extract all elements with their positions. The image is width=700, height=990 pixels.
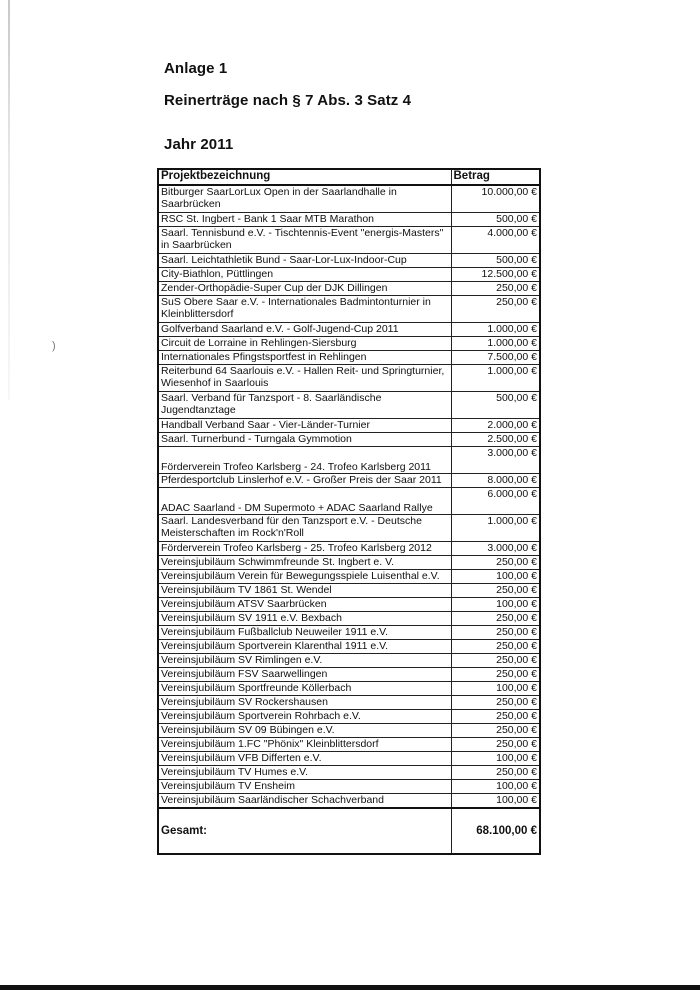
project-amount: 250,00 €	[451, 282, 540, 296]
table-row	[158, 598, 540, 612]
project-amount: 3.000,00 €	[451, 542, 540, 556]
project-name: Internationales Pfingstsportfest in Rehlingen	[158, 351, 451, 365]
revenue-table	[157, 168, 541, 855]
project-name: Vereinsjubiläum SV 09 Bübingen e.V.	[158, 724, 451, 738]
table-row	[158, 570, 540, 584]
document-subtitle: Reinerträge nach § 7 Abs. 3 Satz 4	[164, 92, 412, 109]
table-row	[158, 447, 540, 474]
project-amount: 250,00 €	[451, 556, 540, 570]
project-amount: 250,00 €	[451, 612, 540, 626]
total-row	[158, 808, 540, 854]
project-amount: 250,00 €	[451, 766, 540, 780]
project-name: Saarl. Verband für Tanzsport - 8. Saarländische Jugendtanztage	[158, 392, 451, 419]
project-amount: 250,00 €	[451, 738, 540, 752]
project-name: City-Biathlon, Püttlingen	[158, 268, 451, 282]
total-amount: 68.100,00 €	[451, 808, 540, 854]
table-row	[158, 794, 540, 809]
project-amount: 1.000,00 €	[451, 515, 540, 542]
project-amount: 250,00 €	[451, 584, 540, 598]
table-row	[158, 488, 540, 515]
table-row	[158, 738, 540, 752]
table-row	[158, 654, 540, 668]
project-amount: 10.000,00 €	[451, 185, 540, 213]
table-row	[158, 710, 540, 724]
table-row	[158, 626, 540, 640]
scan-artifact: )	[52, 340, 56, 352]
table-row	[158, 668, 540, 682]
project-amount: 1.000,00 €	[451, 337, 540, 351]
project-name: Vereinsjubiläum TV Humes e.V.	[158, 766, 451, 780]
table-row	[158, 612, 540, 626]
project-name: ADAC Saarland - DM Supermoto + ADAC Saarland Rallye	[158, 488, 451, 515]
table-row	[158, 780, 540, 794]
project-amount: 1.000,00 €	[451, 323, 540, 337]
project-name: Vereinsjubiläum Sportverein Klarenthal 1911 e.V.	[158, 640, 451, 654]
project-amount: 100,00 €	[451, 570, 540, 584]
table-row	[158, 282, 540, 296]
project-amount: 500,00 €	[451, 392, 540, 419]
project-name: Vereinsjubiläum TV Ensheim	[158, 780, 451, 794]
table-row	[158, 542, 540, 556]
project-amount: 100,00 €	[451, 598, 540, 612]
table-row	[158, 433, 540, 447]
project-amount: 100,00 €	[451, 780, 540, 794]
project-name: Vereinsjubiläum Sportfreunde Köllerbach	[158, 682, 451, 696]
project-name: Vereinsjubiläum SV Rimlingen e.V.	[158, 654, 451, 668]
project-name: Vereinsjubiläum Fußballclub Neuweiler 1911 e.V.	[158, 626, 451, 640]
project-amount: 1.000,00 €	[451, 365, 540, 392]
project-amount: 6.000,00 €	[451, 488, 540, 515]
project-name: Vereinsjubiläum FSV Saarwellingen	[158, 668, 451, 682]
total-label: Gesamt:	[158, 808, 451, 854]
project-amount: 7.500,00 €	[451, 351, 540, 365]
project-name: Vereinsjubiläum 1.FC "Phönix" Kleinblittersdorf	[158, 738, 451, 752]
column-header-project: Projektbezeichnung	[158, 169, 451, 185]
project-amount: 2.000,00 €	[451, 419, 540, 433]
table-row	[158, 337, 540, 351]
column-header-amount: Betrag	[451, 169, 540, 185]
project-name: Vereinsjubiläum Sportverein Rohrbach e.V.	[158, 710, 451, 724]
table-row	[158, 296, 540, 323]
table-row	[158, 392, 540, 419]
project-amount: 4.000,00 €	[451, 227, 540, 254]
table-row	[158, 640, 540, 654]
project-amount: 100,00 €	[451, 682, 540, 696]
project-name: Saarl. Turnerbund - Turngala Gymmotion	[158, 433, 451, 447]
project-name: Handball Verband Saar - Vier-Länder-Turnier	[158, 419, 451, 433]
table-row	[158, 515, 540, 542]
project-amount: 250,00 €	[451, 710, 540, 724]
table-row	[158, 254, 540, 268]
project-amount: 3.000,00 €	[451, 447, 540, 474]
project-amount: 250,00 €	[451, 640, 540, 654]
project-name: Förderverein Trofeo Karlsberg - 24. Trofeo Karlsberg 2011	[158, 447, 451, 474]
project-name: RSC St. Ingbert - Bank 1 Saar MTB Marathon	[158, 213, 451, 227]
project-name: Bitburger SaarLorLux Open in der Saarlandhalle in Saarbrücken	[158, 185, 451, 213]
project-name: Circuit de Lorraine in Rehlingen-Siersburg	[158, 337, 451, 351]
project-name: Reiterbund 64 Saarlouis e.V. - Hallen Reit- und Springturnier, Wiesenhof in Saarlouis	[158, 365, 451, 392]
project-name: Zender-Orthopädie-Super Cup der DJK Dillingen	[158, 282, 451, 296]
project-amount: 12.500,00 €	[451, 268, 540, 282]
table-row	[158, 351, 540, 365]
project-amount: 100,00 €	[451, 794, 540, 809]
project-name: Vereinsjubiläum ATSV Saarbrücken	[158, 598, 451, 612]
project-amount: 250,00 €	[451, 626, 540, 640]
project-name: Vereinsjubiläum SV 1911 e.V. Bexbach	[158, 612, 451, 626]
project-name: Vereinsjubiläum Schwimmfreunde St. Ingbert e. V.	[158, 556, 451, 570]
scan-edge	[8, 0, 10, 400]
table-row	[158, 584, 540, 598]
table-row	[158, 323, 540, 337]
table-row	[158, 227, 540, 254]
project-name: Förderverein Trofeo Karlsberg - 25. Trofeo Karlsberg 2012	[158, 542, 451, 556]
project-amount: 2.500,00 €	[451, 433, 540, 447]
project-name: Pferdesportclub Linslerhof e.V. - Großer Preis der Saar 2011	[158, 474, 451, 488]
table-row	[158, 724, 540, 738]
table-row	[158, 213, 540, 227]
table-body	[158, 185, 540, 808]
table-row	[158, 365, 540, 392]
project-name: Vereinsjubiläum TV 1861 St. Wendel	[158, 584, 451, 598]
project-name: Saarl. Landesverband für den Tanzsport e.V. - Deutsche Meisterschaften im Rock'n'Roll	[158, 515, 451, 542]
scan-bottom-edge	[0, 985, 700, 990]
table-row	[158, 696, 540, 710]
project-name: Vereinsjubiläum Saarländischer Schachverband	[158, 794, 451, 809]
table-row	[158, 752, 540, 766]
project-name: Vereinsjubiläum VFB Differten e.V.	[158, 752, 451, 766]
project-amount: 250,00 €	[451, 654, 540, 668]
annex-heading: Anlage 1	[164, 60, 228, 77]
project-amount: 250,00 €	[451, 696, 540, 710]
project-amount: 250,00 €	[451, 668, 540, 682]
project-amount: 100,00 €	[451, 752, 540, 766]
table-row	[158, 556, 540, 570]
table-row	[158, 419, 540, 433]
table-row	[158, 185, 540, 213]
table-row	[158, 268, 540, 282]
project-name: Saarl. Leichtathletik Bund - Saar-Lor-Lux-Indoor-Cup	[158, 254, 451, 268]
table-header-row	[158, 169, 540, 185]
project-name: Saarl. Tennisbund e.V. - Tischtennis-Event "energis-Masters" in Saarbrücken	[158, 227, 451, 254]
project-name: Vereinsjubiläum SV Rockershausen	[158, 696, 451, 710]
project-amount: 500,00 €	[451, 254, 540, 268]
project-amount: 250,00 €	[451, 296, 540, 323]
table-row	[158, 766, 540, 780]
project-name: Golfverband Saarland e.V. - Golf-Jugend-Cup 2011	[158, 323, 451, 337]
table-row	[158, 474, 540, 488]
table-row	[158, 682, 540, 696]
year-heading: Jahr 2011	[164, 136, 234, 153]
project-amount: 8.000,00 €	[451, 474, 540, 488]
project-name: Vereinsjubiläum Verein für Bewegungsspiele Luisenthal e.V.	[158, 570, 451, 584]
project-amount: 250,00 €	[451, 724, 540, 738]
project-amount: 500,00 €	[451, 213, 540, 227]
project-name: SuS Obere Saar e.V. - Internationales Badmintonturnier in Kleinblittersdorf	[158, 296, 451, 323]
